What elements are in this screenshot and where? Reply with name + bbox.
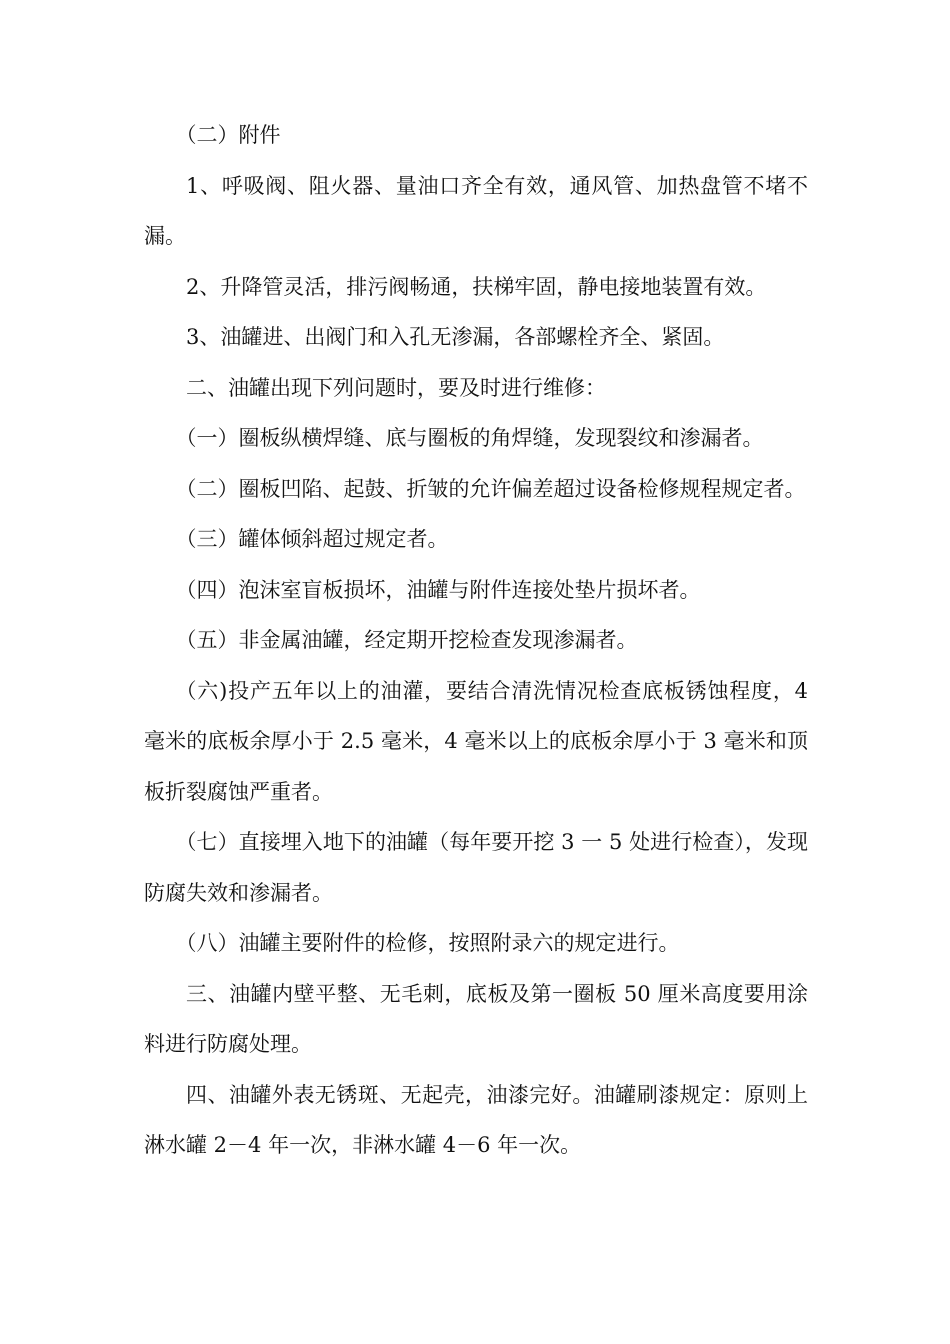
paragraph-repair-7: （七）直接埋入地下的油罐（每年要开挖 3 一 5 处进行检查），发现防腐失效和渗漏者。 <box>144 830 808 905</box>
section-heading-repair: 二、油罐出现下列问题时，要及时进行维修： <box>186 375 606 400</box>
paragraph-item-2: 2、升降管灵活，排污阀畅通，扶梯牢固，静电接地装置有效。 <box>186 274 767 299</box>
paragraph-item-3: 3、油罐进、出阀门和入孔无渗漏，各部螺栓齐全、紧固。 <box>186 325 725 349</box>
section-outer-surface: 四、油罐外表无锈斑、无起壳，油漆完好。油罐刷漆规定：原则上淋水罐 2－4 年一次，非淋水罐 4－6 年一次。 <box>144 1082 808 1157</box>
paragraph-repair-6: （六)投产五年以上的油灌，要结合清洗情况检查底板锈蚀程度，4 毫米的底板余厚小于 2.5 毫米，4 毫米以上的底板余厚小于 3 毫米和顶板折裂腐蚀严重者。 <box>144 678 808 804</box>
paragraph-repair-5: （五）非金属油罐，经定期开挖检查发现渗漏者。 <box>175 628 638 652</box>
section-heading-attachments: （二）附件 <box>175 123 281 147</box>
paragraph-repair-3: （三）罐体倾斜超过规定者。 <box>175 527 449 551</box>
paragraph-repair-8: （八）油罐主要附件的检修，按照附录六的规定进行。 <box>175 931 680 955</box>
paragraph-item-1: 1、呼吸阀、阻火器、量油口齐全有效，通风管、加热盘管不堵不漏。 <box>144 173 808 248</box>
section-inner-wall: 三、油罐内壁平整、无毛刺，底板及第一圈板 50 厘米高度要用涂料进行防腐处理。 <box>144 981 808 1056</box>
paragraph-repair-2: （二）圈板凹陷、起鼓、折皱的允许偏差超过设备检修规程规定者。 <box>175 476 806 501</box>
document-body <box>144 110 808 1171</box>
paragraph-repair-4: （四）泡沫室盲板损坏，油罐与附件连接处垫片损坏者。 <box>175 577 701 602</box>
paragraph-repair-1: （一）圈板纵横焊缝、底与圈板的角焊缝，发现裂纹和渗漏者。 <box>175 426 764 450</box>
